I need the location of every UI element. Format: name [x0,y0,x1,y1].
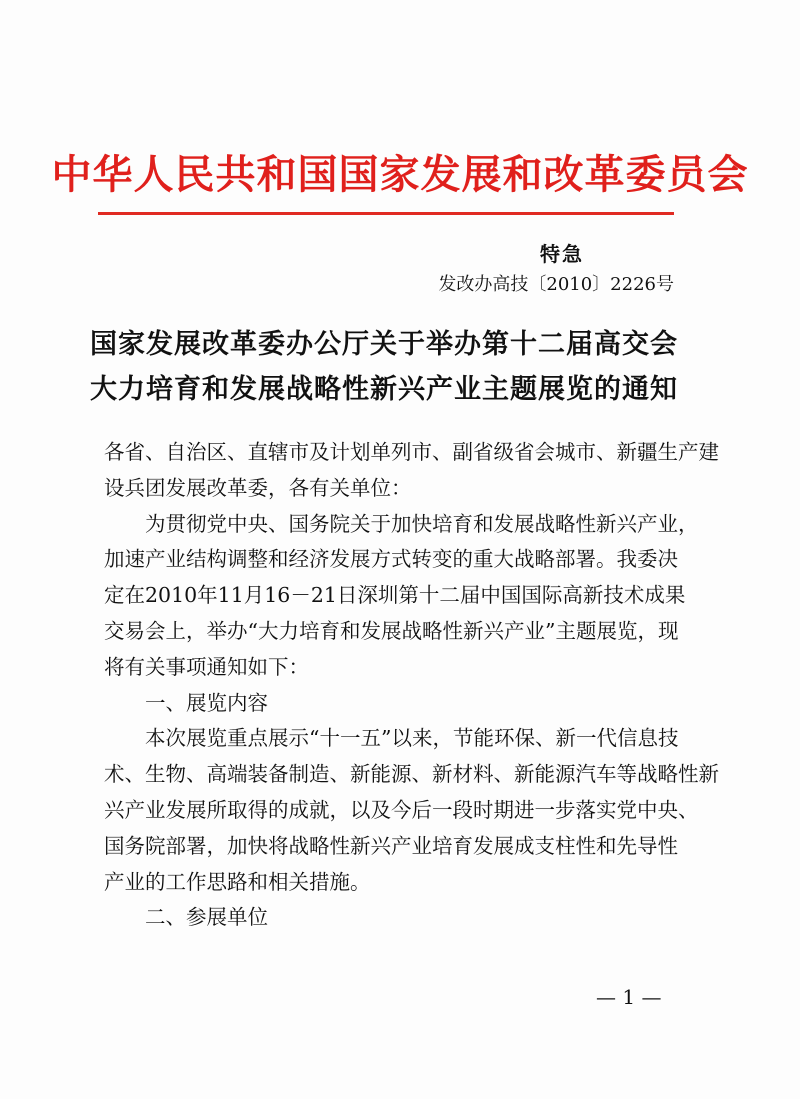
exhibition-content-line-5: 产业的工作思路和相关措施。 [104,869,371,894]
exhibition-content-line-2: 术、生物、高端装备制造、新能源、新材料、新能源汽车等战略性新 [104,762,719,787]
page-number: — 1 — [596,985,662,1009]
intro-paragraph-line-4: 交易会上，举办“大力培育和发展战略性新兴产业”主题展览，现 [104,618,679,643]
issuing-organization-title: 中华人民共和国国家发展和改革委员会 [51,152,749,198]
exhibition-content-line-3: 兴产业发展所取得的成就，以及今后一段时期进一步落实党中央、 [104,797,699,822]
intro-paragraph-line-1: 为贯彻党中央、国务院关于加快培育和发展战略性新兴产业， [145,511,699,536]
section-2-heading-text: 二、参展单位 [145,905,268,930]
section-1-heading [104,686,684,722]
exhibition-content-paragraph [104,721,719,900]
section-2-heading [104,900,684,936]
section-1-heading-text: 一、展览内容 [145,690,268,715]
urgency-label: 特急 [540,242,584,266]
intro-paragraph-line-3: 定在2010年11月16－21日深圳第十二届中国国际高新技术成果 [104,583,686,608]
notice-title-line-2: 大力培育和发展战略性新兴产业主题展览的通知 [90,374,678,405]
addressees-line-1: 各省、自治区、直辖市及计划单列市、副省级省会城市、新疆生产建 [104,440,719,464]
exhibition-content-line-4: 国务院部署，加快将战略性新兴产业培育发展成支柱性和先导性 [104,833,678,858]
intro-paragraph [104,507,699,686]
notice-body [104,435,719,936]
notice-title-line-1: 国家发展改革委办公厅关于举办第十二届高交会 [90,329,678,360]
intro-paragraph-line-5: 将有关事项通知如下： [104,654,309,679]
red-header-rule [98,212,674,215]
document-number: 发改办高技〔2010〕2226号 [438,274,674,295]
addressees-line-2: 设兵团发展改革委，各有关单位： [104,475,412,500]
addressees [104,435,719,507]
notice-title [90,322,690,412]
exhibition-content-line-1: 本次展览重点展示“十一五”以来，节能环保、新一代信息技 [145,726,679,751]
intro-paragraph-line-2: 加速产业结构调整和经济发展方式转变的重大战略部署。我委决 [104,547,678,572]
